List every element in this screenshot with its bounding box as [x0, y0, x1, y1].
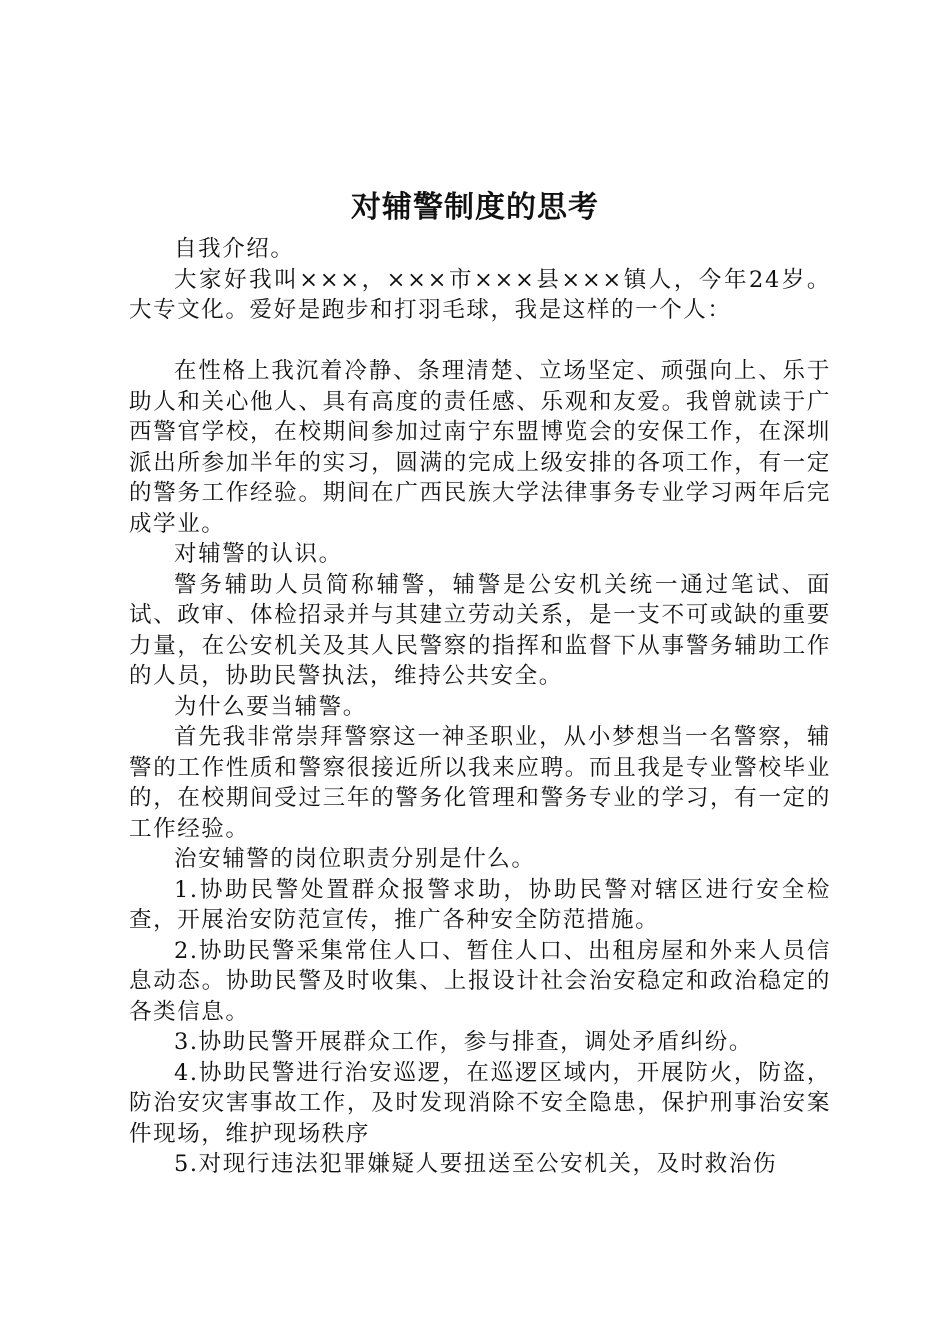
paragraph-why-heading: 为什么要当辅警。	[174, 693, 367, 720]
document-title: 对辅警制度的思考	[351, 190, 599, 225]
paragraph-duties-heading: 治安辅警的岗位职责分别是什么。	[174, 846, 536, 872]
paragraph-duty-5: 5.对现行违法犯罪嫌疑人要扭送至公安机关，及时救治伤	[174, 1151, 778, 1177]
paragraph-definition: 警务辅助人员简称辅警，辅警是公安机关统一通过笔试、面试、政审、体检招录并与其建立劳动关系，是一支不可或缺的重要力量，在公安机关及其人民警察的指挥和监督下从事警务辅助工作的人员，协助民警执法，维持公共安全。	[129, 571, 831, 689]
document-body	[129, 234, 831, 1180]
paragraph-motivation: 首先我非常崇拜警察这一神圣职业，从小梦想当一名警察，辅警的工作性质和警察很接近所以我来应聘。而且我是专业警校毕业的，在校期间受过三年的警务化管理和警务专业的学习，有一定的工作经验。	[129, 724, 831, 842]
paragraph-personality: 在性格上我沉着冷静、条理清楚、立场坚定、顽强向上、乐于助人和关心他人、具有高度的责任感、乐观和友爱。我曾就读于广西警官学校，在校期间参加过南宁东盟博览会的安保工作，在深圳派出所参加半年的实习，圆满的完成上级安排的各项工作，有一定的警务工作经验。期间在广西民族大学法律事务专业学习两年后完成学业。	[129, 358, 831, 537]
paragraph-understanding-heading: 对辅警的认识。	[174, 541, 343, 567]
paragraph-self-intro-heading: 自我介绍。	[174, 236, 295, 262]
paragraph-duty-2: 2.协助民警采集常住人口、暂住人口、出租房屋和外来人员信息动态。协助民警及时收集、上报设计社会治安稳定和政治稳定的各类信息。	[129, 937, 831, 1025]
paragraph-greeting: 大家好我叫×××，×××市×××县×××镇人，今年24岁。大专文化。爱好是跑步和打羽毛球，我是这样的一个人：	[129, 266, 831, 323]
paragraph-duty-1: 1.协助民警处置群众报警求助，协助民警对辖区进行安全检查，开展治安防范宣传，推广各种安全防范措施。	[129, 876, 831, 933]
paragraph-duty-4: 4.协助民警进行治安巡逻，在巡逻区域内，开展防火，防盗，防治安灾害事故工作，及时发现消除不安全隐患，保护刑事治安案件现场，维护现场秩序	[129, 1059, 831, 1147]
paragraph-duty-3: 3.协助民警开展群众工作，参与排查，调处矛盾纠纷。	[174, 1029, 753, 1055]
